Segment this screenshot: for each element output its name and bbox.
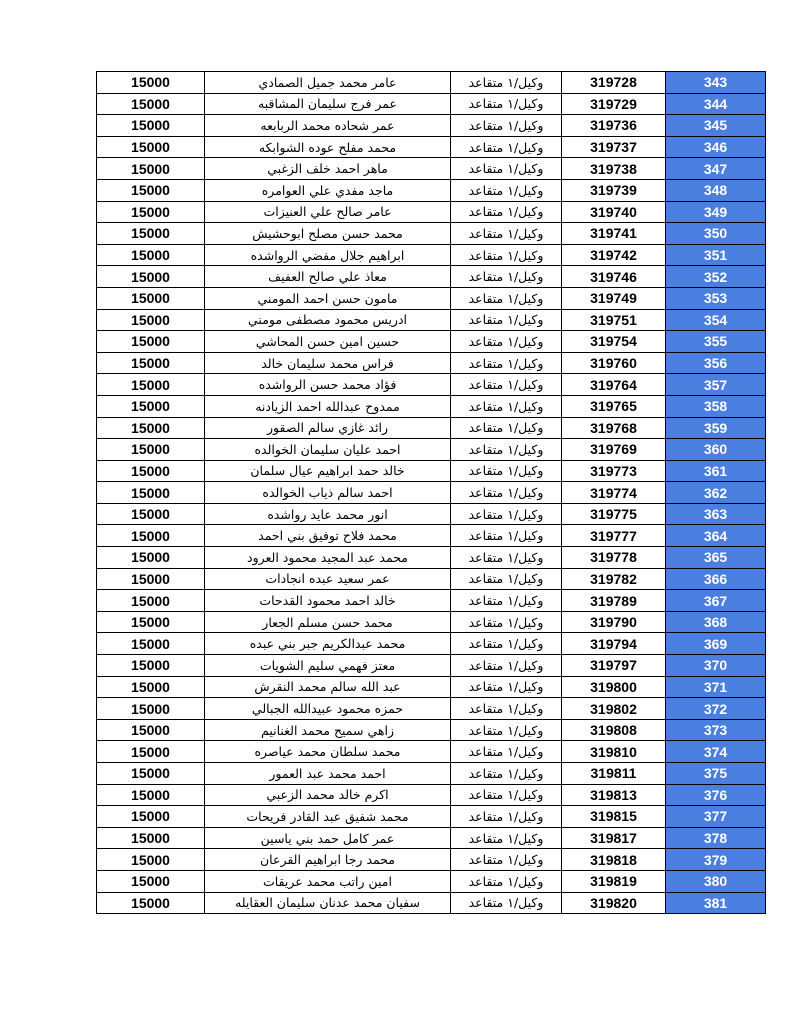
table-row bbox=[97, 849, 766, 871]
table-row bbox=[97, 223, 766, 245]
table-row bbox=[97, 287, 766, 309]
name-cell: فراس محمد سليمان خالد bbox=[205, 352, 451, 374]
name-cell: خالد احمد محمود القدحات bbox=[205, 590, 451, 612]
sequence-number-cell: 345 bbox=[666, 115, 766, 137]
amount-cell: 15000 bbox=[97, 763, 205, 785]
name-cell: محمد رجا ابراهيم القرعان bbox=[205, 849, 451, 871]
sequence-number-cell: 380 bbox=[666, 870, 766, 892]
rank-cell: وكيل/١ متقاعد bbox=[451, 309, 562, 331]
id-number-cell: 319768 bbox=[562, 417, 666, 439]
amount-cell: 15000 bbox=[97, 201, 205, 223]
id-number-cell: 319794 bbox=[562, 633, 666, 655]
amount-cell: 15000 bbox=[97, 482, 205, 504]
name-cell: امين راتب محمد عريقات bbox=[205, 870, 451, 892]
name-cell: رائد غازي سالم الصقور bbox=[205, 417, 451, 439]
table-row bbox=[97, 158, 766, 180]
table-row bbox=[97, 460, 766, 482]
id-number-cell: 319754 bbox=[562, 331, 666, 353]
sequence-number-cell: 352 bbox=[666, 266, 766, 288]
name-cell: عمر شحاده محمد الربابعه bbox=[205, 115, 451, 137]
table-row bbox=[97, 395, 766, 417]
amount-cell: 15000 bbox=[97, 287, 205, 309]
rank-cell: وكيل/١ متقاعد bbox=[451, 374, 562, 396]
name-cell: ممدوح عبدالله احمد الزيادنه bbox=[205, 395, 451, 417]
amount-cell: 15000 bbox=[97, 374, 205, 396]
table-row bbox=[97, 331, 766, 353]
id-number-cell: 319775 bbox=[562, 503, 666, 525]
sequence-number-cell: 376 bbox=[666, 784, 766, 806]
sequence-number-cell: 348 bbox=[666, 179, 766, 201]
id-number-cell: 319817 bbox=[562, 827, 666, 849]
rank-cell: وكيل/١ متقاعد bbox=[451, 482, 562, 504]
amount-cell: 15000 bbox=[97, 179, 205, 201]
rank-cell: وكيل/١ متقاعد bbox=[451, 698, 562, 720]
sequence-number-cell: 350 bbox=[666, 223, 766, 245]
name-cell: حسين امين حسن المحاشي bbox=[205, 331, 451, 353]
rank-cell: وكيل/١ متقاعد bbox=[451, 503, 562, 525]
id-number-cell: 319813 bbox=[562, 784, 666, 806]
amount-cell: 15000 bbox=[97, 633, 205, 655]
table-row bbox=[97, 417, 766, 439]
name-cell: محمد شفيق عبد القادر فريحات bbox=[205, 806, 451, 828]
id-number-cell: 319797 bbox=[562, 655, 666, 677]
name-cell: خالد حمد ابراهيم عيال سلمان bbox=[205, 460, 451, 482]
sequence-number-cell: 354 bbox=[666, 309, 766, 331]
id-number-cell: 319736 bbox=[562, 115, 666, 137]
id-number-cell: 319749 bbox=[562, 287, 666, 309]
id-number-cell: 319808 bbox=[562, 719, 666, 741]
id-number-cell: 319819 bbox=[562, 870, 666, 892]
amount-cell: 15000 bbox=[97, 611, 205, 633]
name-cell: عمر سعيد عبده انجادات bbox=[205, 568, 451, 590]
amount-cell: 15000 bbox=[97, 547, 205, 569]
rank-cell: وكيل/١ متقاعد bbox=[451, 223, 562, 245]
sequence-number-cell: 363 bbox=[666, 503, 766, 525]
rank-cell: وكيل/١ متقاعد bbox=[451, 547, 562, 569]
sequence-number-cell: 351 bbox=[666, 244, 766, 266]
sequence-number-cell: 371 bbox=[666, 676, 766, 698]
amount-cell: 15000 bbox=[97, 741, 205, 763]
rank-cell: وكيل/١ متقاعد bbox=[451, 525, 562, 547]
rank-cell: وكيل/١ متقاعد bbox=[451, 460, 562, 482]
name-cell: عمر كامل حمد بني ياسين bbox=[205, 827, 451, 849]
rank-cell: وكيل/١ متقاعد bbox=[451, 784, 562, 806]
name-cell: فؤاد محمد حسن الرواشده bbox=[205, 374, 451, 396]
amount-cell: 15000 bbox=[97, 136, 205, 158]
table-row bbox=[97, 719, 766, 741]
amount-cell: 15000 bbox=[97, 719, 205, 741]
amount-cell: 15000 bbox=[97, 158, 205, 180]
sequence-number-cell: 378 bbox=[666, 827, 766, 849]
amount-cell: 15000 bbox=[97, 503, 205, 525]
rank-cell: وكيل/١ متقاعد bbox=[451, 266, 562, 288]
id-number-cell: 319815 bbox=[562, 806, 666, 828]
rank-cell: وكيل/١ متقاعد bbox=[451, 115, 562, 137]
id-number-cell: 319800 bbox=[562, 676, 666, 698]
rank-cell: وكيل/١ متقاعد bbox=[451, 331, 562, 353]
table-row bbox=[97, 633, 766, 655]
rank-cell: وكيل/١ متقاعد bbox=[451, 568, 562, 590]
id-number-cell: 319764 bbox=[562, 374, 666, 396]
rank-cell: وكيل/١ متقاعد bbox=[451, 827, 562, 849]
amount-cell: 15000 bbox=[97, 784, 205, 806]
table-row bbox=[97, 179, 766, 201]
table-row bbox=[97, 870, 766, 892]
rank-cell: وكيل/١ متقاعد bbox=[451, 611, 562, 633]
id-number-cell: 319790 bbox=[562, 611, 666, 633]
amount-cell: 15000 bbox=[97, 352, 205, 374]
amount-cell: 15000 bbox=[97, 266, 205, 288]
sequence-number-cell: 358 bbox=[666, 395, 766, 417]
table-row bbox=[97, 374, 766, 396]
name-cell: محمد حسن مسلم الجعار bbox=[205, 611, 451, 633]
id-number-cell: 319742 bbox=[562, 244, 666, 266]
sequence-number-cell: 379 bbox=[666, 849, 766, 871]
rank-cell: وكيل/١ متقاعد bbox=[451, 806, 562, 828]
id-number-cell: 319738 bbox=[562, 158, 666, 180]
id-number-cell: 319769 bbox=[562, 439, 666, 461]
sequence-number-cell: 355 bbox=[666, 331, 766, 353]
table-row bbox=[97, 201, 766, 223]
table-row bbox=[97, 352, 766, 374]
amount-cell: 15000 bbox=[97, 827, 205, 849]
rank-cell: وكيل/١ متقاعد bbox=[451, 633, 562, 655]
name-cell: محمد سلطان محمد عياصره bbox=[205, 741, 451, 763]
name-cell: ماهر احمد خلف الزغبي bbox=[205, 158, 451, 180]
name-cell: احمد محمد عبد العمور bbox=[205, 763, 451, 785]
rank-cell: وكيل/١ متقاعد bbox=[451, 590, 562, 612]
id-number-cell: 319777 bbox=[562, 525, 666, 547]
name-cell: حمزه محمود عبيدالله الجبالي bbox=[205, 698, 451, 720]
id-number-cell: 319774 bbox=[562, 482, 666, 504]
name-cell: احمد عليان سليمان الخوالده bbox=[205, 439, 451, 461]
rank-cell: وكيل/١ متقاعد bbox=[451, 395, 562, 417]
amount-cell: 15000 bbox=[97, 331, 205, 353]
sequence-number-cell: 361 bbox=[666, 460, 766, 482]
table-row bbox=[97, 806, 766, 828]
id-number-cell: 319810 bbox=[562, 741, 666, 763]
table-row bbox=[97, 892, 766, 914]
id-number-cell: 319740 bbox=[562, 201, 666, 223]
sequence-number-cell: 369 bbox=[666, 633, 766, 655]
sequence-number-cell: 344 bbox=[666, 93, 766, 115]
name-cell: محمد عبد المجيد محمود العرود bbox=[205, 547, 451, 569]
id-number-cell: 319765 bbox=[562, 395, 666, 417]
sequence-number-cell: 347 bbox=[666, 158, 766, 180]
amount-cell: 15000 bbox=[97, 568, 205, 590]
rank-cell: وكيل/١ متقاعد bbox=[451, 244, 562, 266]
table-row bbox=[97, 590, 766, 612]
name-cell: اكرم خالد محمد الزعبي bbox=[205, 784, 451, 806]
name-cell: ادريس محمود مصطفى مومني bbox=[205, 309, 451, 331]
name-cell: ماجد مفدي علي العوامره bbox=[205, 179, 451, 201]
name-cell: انور محمد عايد رواشده bbox=[205, 503, 451, 525]
amount-cell: 15000 bbox=[97, 244, 205, 266]
sequence-number-cell: 359 bbox=[666, 417, 766, 439]
id-number-cell: 319739 bbox=[562, 179, 666, 201]
table-row bbox=[97, 568, 766, 590]
id-number-cell: 319728 bbox=[562, 72, 666, 94]
sequence-number-cell: 365 bbox=[666, 547, 766, 569]
table-row bbox=[97, 763, 766, 785]
name-cell: محمد عبدالكريم جبر بني عبده bbox=[205, 633, 451, 655]
rank-cell: وكيل/١ متقاعد bbox=[451, 676, 562, 698]
table-row bbox=[97, 827, 766, 849]
rank-cell: وكيل/١ متقاعد bbox=[451, 179, 562, 201]
table-row bbox=[97, 547, 766, 569]
amount-cell: 15000 bbox=[97, 115, 205, 137]
id-number-cell: 319760 bbox=[562, 352, 666, 374]
sequence-number-cell: 377 bbox=[666, 806, 766, 828]
rank-cell: وكيل/١ متقاعد bbox=[451, 136, 562, 158]
sequence-number-cell: 353 bbox=[666, 287, 766, 309]
name-cell: زاهي سميح محمد الغنانيم bbox=[205, 719, 451, 741]
amount-cell: 15000 bbox=[97, 223, 205, 245]
rank-cell: وكيل/١ متقاعد bbox=[451, 93, 562, 115]
sequence-number-cell: 346 bbox=[666, 136, 766, 158]
name-cell: عامر صالح علي العنيزات bbox=[205, 201, 451, 223]
rank-cell: وكيل/١ متقاعد bbox=[451, 892, 562, 914]
table-row bbox=[97, 93, 766, 115]
id-number-cell: 319778 bbox=[562, 547, 666, 569]
sequence-number-cell: 357 bbox=[666, 374, 766, 396]
amount-cell: 15000 bbox=[97, 698, 205, 720]
table-row bbox=[97, 115, 766, 137]
id-number-cell: 319751 bbox=[562, 309, 666, 331]
name-cell: محمد مفلح عوده الشوابكه bbox=[205, 136, 451, 158]
rank-cell: وكيل/١ متقاعد bbox=[451, 870, 562, 892]
table-body bbox=[97, 72, 766, 914]
amount-cell: 15000 bbox=[97, 590, 205, 612]
amount-cell: 15000 bbox=[97, 655, 205, 677]
id-number-cell: 319746 bbox=[562, 266, 666, 288]
table-row bbox=[97, 784, 766, 806]
id-number-cell: 319782 bbox=[562, 568, 666, 590]
table-row bbox=[97, 439, 766, 461]
table-row bbox=[97, 655, 766, 677]
id-number-cell: 319820 bbox=[562, 892, 666, 914]
name-cell: معاذ علي صالح العفيف bbox=[205, 266, 451, 288]
rank-cell: وكيل/١ متقاعد bbox=[451, 201, 562, 223]
name-cell: سفيان محمد عدنان سليمان العقايله bbox=[205, 892, 451, 914]
name-cell: مامون حسن احمد المومني bbox=[205, 287, 451, 309]
id-number-cell: 319741 bbox=[562, 223, 666, 245]
table-row bbox=[97, 266, 766, 288]
sequence-number-cell: 368 bbox=[666, 611, 766, 633]
sequence-number-cell: 366 bbox=[666, 568, 766, 590]
name-cell: ابراهيم جلال مفضي الرواشده bbox=[205, 244, 451, 266]
name-cell: معتز فهمي سليم الشويات bbox=[205, 655, 451, 677]
table-row bbox=[97, 244, 766, 266]
table-row bbox=[97, 309, 766, 331]
table-row bbox=[97, 698, 766, 720]
amount-cell: 15000 bbox=[97, 892, 205, 914]
amount-cell: 15000 bbox=[97, 72, 205, 94]
rank-cell: وكيل/١ متقاعد bbox=[451, 352, 562, 374]
sequence-number-cell: 362 bbox=[666, 482, 766, 504]
name-cell: عمر فرج سليمان المشاقبه bbox=[205, 93, 451, 115]
id-number-cell: 319773 bbox=[562, 460, 666, 482]
rank-cell: وكيل/١ متقاعد bbox=[451, 655, 562, 677]
table-row bbox=[97, 72, 766, 94]
sequence-number-cell: 370 bbox=[666, 655, 766, 677]
rank-cell: وكيل/١ متقاعد bbox=[451, 287, 562, 309]
sequence-number-cell: 349 bbox=[666, 201, 766, 223]
table-row bbox=[97, 503, 766, 525]
rank-cell: وكيل/١ متقاعد bbox=[451, 439, 562, 461]
sequence-number-cell: 356 bbox=[666, 352, 766, 374]
amount-cell: 15000 bbox=[97, 439, 205, 461]
amount-cell: 15000 bbox=[97, 676, 205, 698]
amount-cell: 15000 bbox=[97, 849, 205, 871]
table-row bbox=[97, 611, 766, 633]
sequence-number-cell: 343 bbox=[666, 72, 766, 94]
table-row bbox=[97, 741, 766, 763]
amount-cell: 15000 bbox=[97, 395, 205, 417]
sequence-number-cell: 375 bbox=[666, 763, 766, 785]
sequence-number-cell: 374 bbox=[666, 741, 766, 763]
amount-cell: 15000 bbox=[97, 417, 205, 439]
sequence-number-cell: 373 bbox=[666, 719, 766, 741]
sequence-number-cell: 381 bbox=[666, 892, 766, 914]
id-number-cell: 319737 bbox=[562, 136, 666, 158]
id-number-cell: 319818 bbox=[562, 849, 666, 871]
rank-cell: وكيل/١ متقاعد bbox=[451, 72, 562, 94]
rank-cell: وكيل/١ متقاعد bbox=[451, 158, 562, 180]
rank-cell: وكيل/١ متقاعد bbox=[451, 763, 562, 785]
payment-list-table bbox=[96, 71, 766, 914]
name-cell: عبد الله سالم محمد النقرش bbox=[205, 676, 451, 698]
amount-cell: 15000 bbox=[97, 93, 205, 115]
id-number-cell: 319802 bbox=[562, 698, 666, 720]
amount-cell: 15000 bbox=[97, 806, 205, 828]
sequence-number-cell: 364 bbox=[666, 525, 766, 547]
rank-cell: وكيل/١ متقاعد bbox=[451, 719, 562, 741]
name-cell: محمد فلاح توفيق بني احمد bbox=[205, 525, 451, 547]
table-row bbox=[97, 482, 766, 504]
id-number-cell: 319789 bbox=[562, 590, 666, 612]
rank-cell: وكيل/١ متقاعد bbox=[451, 417, 562, 439]
name-cell: محمد حسن مصلح ابوحشيش bbox=[205, 223, 451, 245]
table-row bbox=[97, 136, 766, 158]
name-cell: عامر محمد جميل الصمادي bbox=[205, 72, 451, 94]
amount-cell: 15000 bbox=[97, 870, 205, 892]
sequence-number-cell: 372 bbox=[666, 698, 766, 720]
rank-cell: وكيل/١ متقاعد bbox=[451, 849, 562, 871]
amount-cell: 15000 bbox=[97, 525, 205, 547]
amount-cell: 15000 bbox=[97, 309, 205, 331]
amount-cell: 15000 bbox=[97, 460, 205, 482]
sequence-number-cell: 360 bbox=[666, 439, 766, 461]
name-cell: احمد سالم ذياب الخوالده bbox=[205, 482, 451, 504]
rank-cell: وكيل/١ متقاعد bbox=[451, 741, 562, 763]
sequence-number-cell: 367 bbox=[666, 590, 766, 612]
id-number-cell: 319811 bbox=[562, 763, 666, 785]
id-number-cell: 319729 bbox=[562, 93, 666, 115]
table-row bbox=[97, 676, 766, 698]
table-row bbox=[97, 525, 766, 547]
